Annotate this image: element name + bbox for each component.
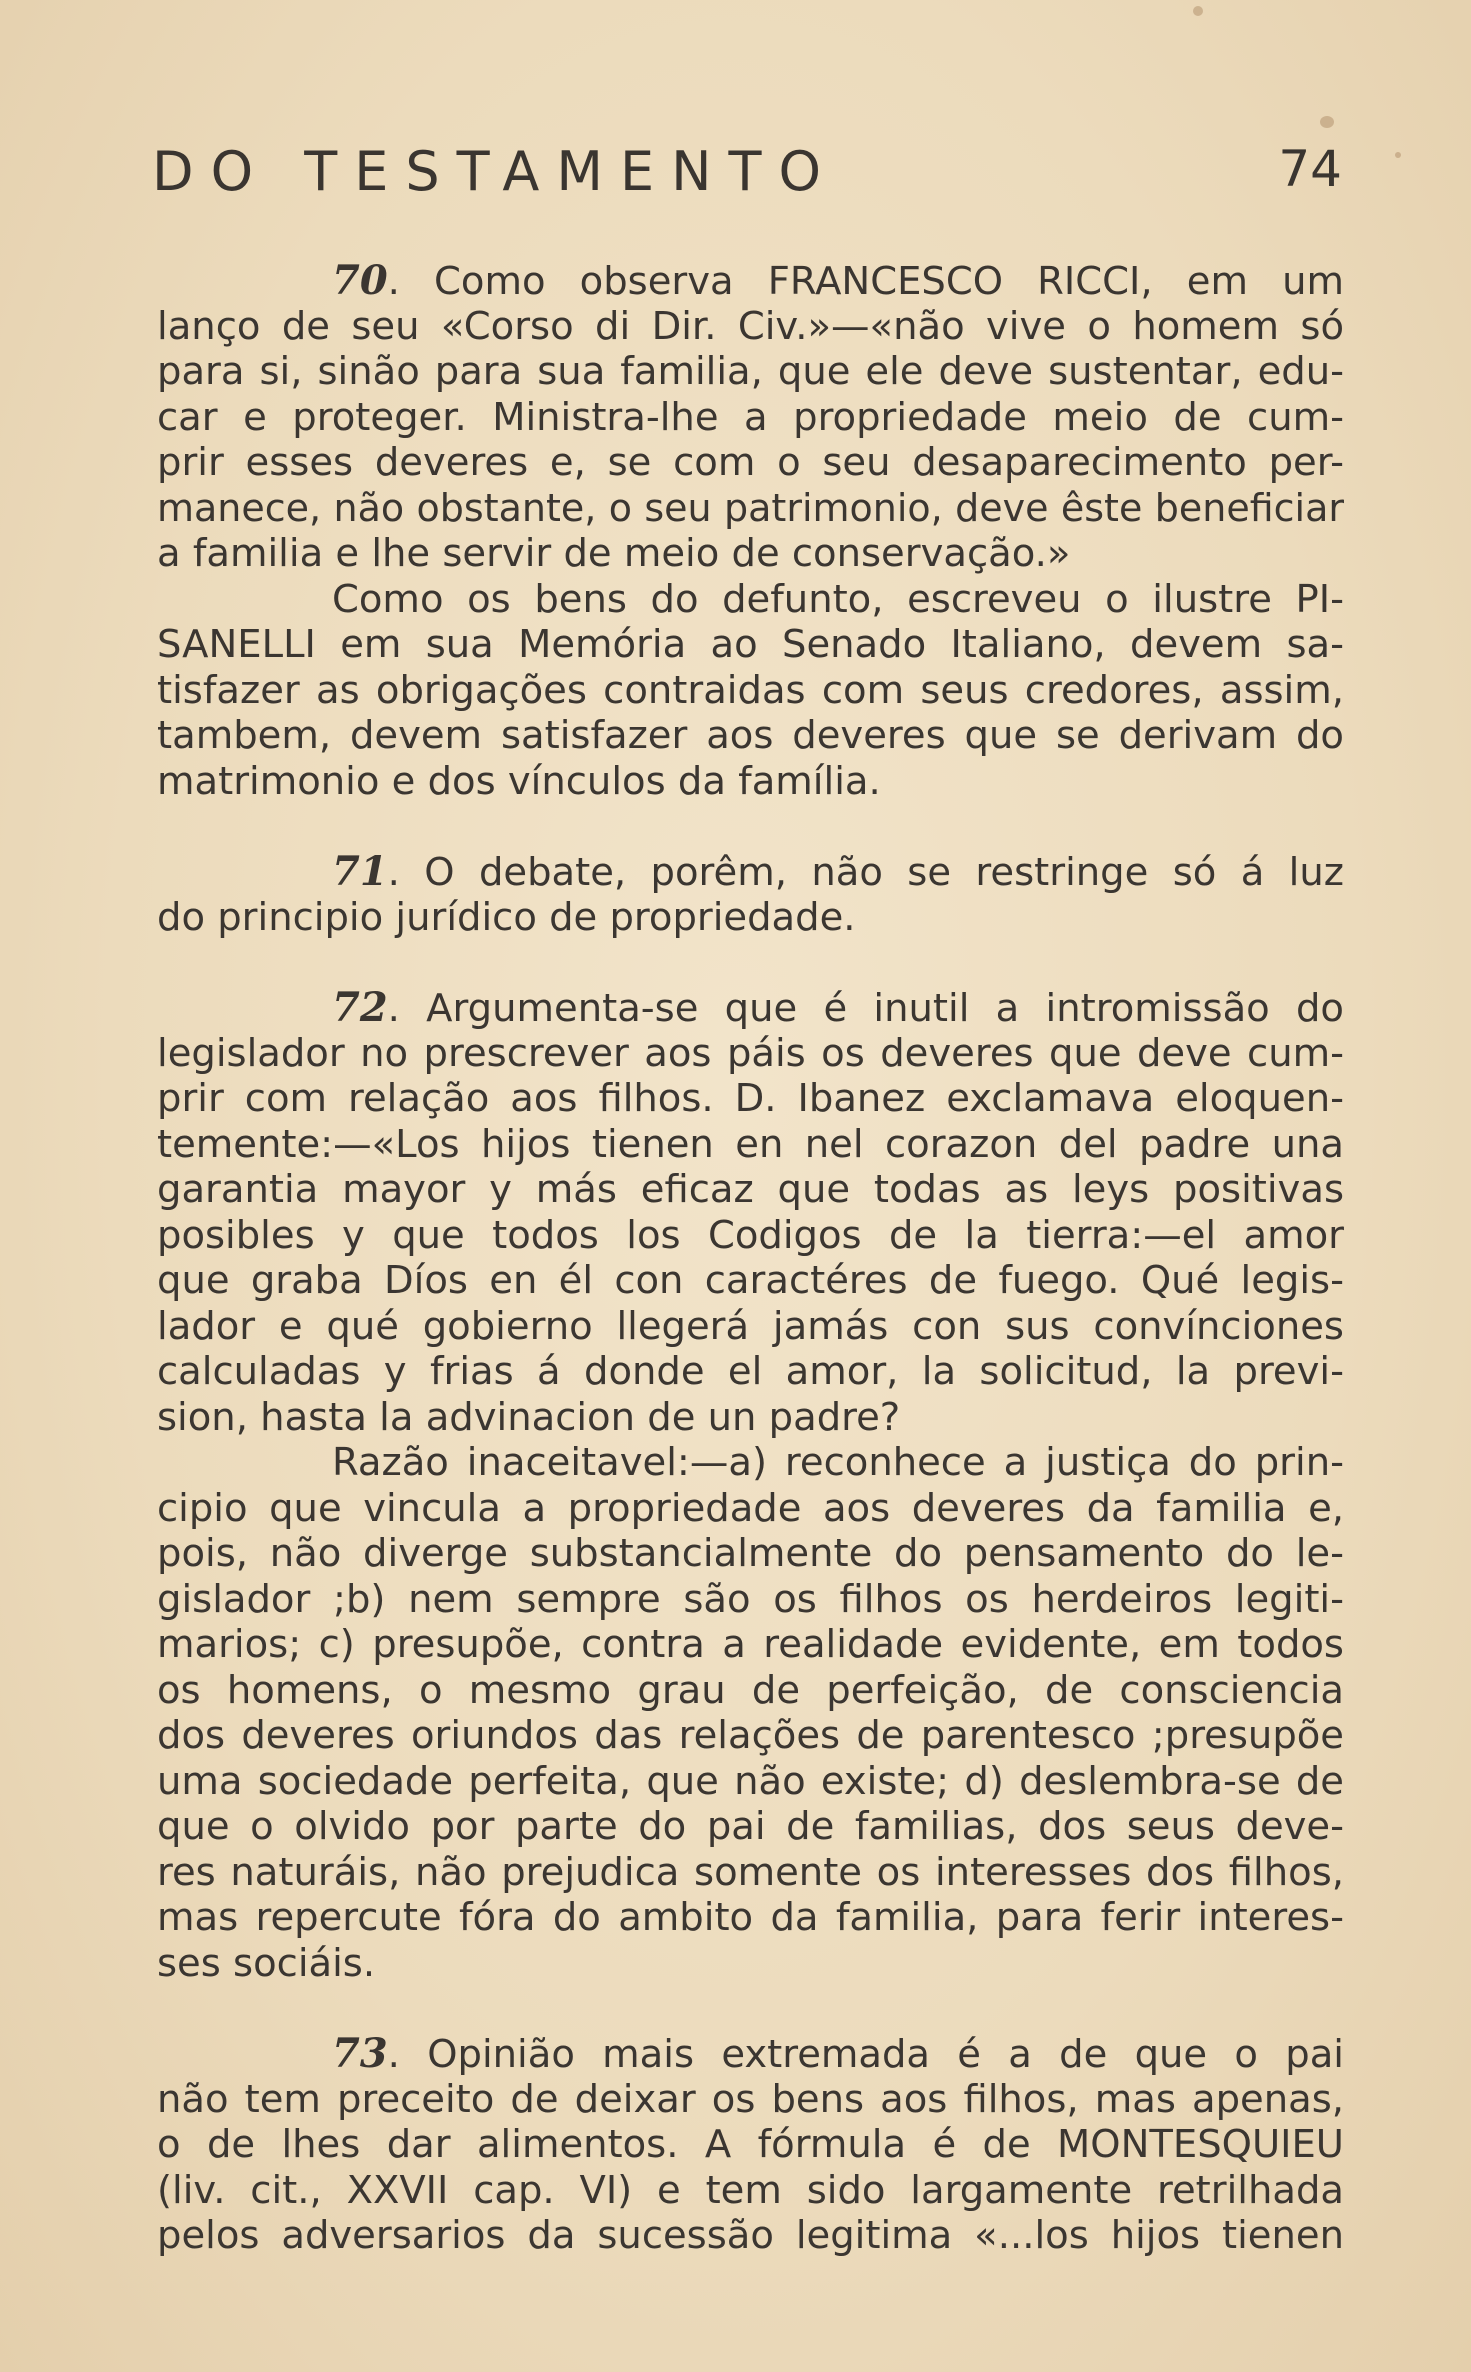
text-line: para si, sinão para sua familia, que ele deve sustentar, edu-	[157, 349, 1344, 394]
line-text: . Como observa FRANCESCO RICCI, em um	[387, 259, 1344, 304]
text-line: marios; c) presupõe, contra a realidade evidente, em todos	[157, 1622, 1344, 1667]
text-line: cipio que vincula a propriedade aos deveres da familia e,	[157, 1485, 1344, 1531]
text-line: legislador no prescrever aos páis os deveres que deve cum-	[157, 1030, 1344, 1076]
paragraph-number: 70	[332, 257, 388, 304]
text-line: o de lhes dar alimentos. A fórmula é de MONTESQUIEU	[157, 2122, 1344, 2167]
paragraph-number: 72	[332, 984, 388, 1031]
text-line	[157, 985, 1344, 1031]
text-line: garantia mayor y más eficaz que todas as leys positivas	[157, 1167, 1344, 1212]
page-number: 74	[1278, 140, 1342, 198]
text-line: que o olvido por parte do pai de familias, dos seus deve-	[157, 1804, 1344, 1849]
text-line: os homens, o mesmo grau de perfeição, de consciencia	[157, 1667, 1344, 1713]
text-line: Razão inaceitavel:—a) reconhece a justiça do prin-	[332, 1440, 1344, 1485]
page-body	[157, 258, 1344, 2259]
text-line: prir esses deveres e, se com o seu desaparecimento per-	[157, 440, 1344, 485]
text-line	[157, 2031, 1344, 2077]
text-line: res naturáis, não prejudica somente os interesses dos filhos,	[157, 1849, 1344, 1895]
text-line: (liv. cit., XXVII cap. VI) e tem sido largamente retrilhada	[157, 2167, 1344, 2213]
paragraph-73	[157, 2031, 1344, 2259]
paragraph-pisanelli	[157, 577, 1344, 805]
paragraph-number: 73	[332, 2030, 388, 2077]
text-line	[157, 258, 1344, 304]
page-header	[152, 140, 1342, 220]
paragraph-number: 71	[332, 848, 388, 895]
line-text: . Opinião mais extremada é a de que o pai	[387, 2032, 1344, 2077]
text-line: ses sociáis.	[157, 1940, 376, 1986]
text-line: sion, hasta la advinacion de un padre?	[157, 1394, 901, 1440]
text-line: que graba Díos en él con caractéres de fuego. Qué legis-	[157, 1258, 1344, 1303]
text-line: lador e qué gobierno llegerá jamás con sus convínciones	[157, 1303, 1344, 1349]
text-line: calculadas y frias á donde el amor, la solicitud, la previ-	[157, 1349, 1344, 1394]
text-line: a familia e lhe servir de meio de conservação.»	[157, 531, 1071, 576]
text-line: matrimonio e dos vínculos da família.	[157, 758, 881, 804]
text-line: pelos adversarios da sucessão legitima «...los hijos tienen	[157, 2213, 1344, 2258]
text-line: uma sociedade perfeita, que não existe; d) deslembra-se de	[157, 1758, 1344, 1804]
foxing-spot	[1193, 6, 1203, 16]
text-line: não tem preceito de deixar os bens aos filhos, mas apenas,	[157, 2076, 1344, 2122]
text-line: pois, não diverge substancialmente do pensamento do le-	[157, 1531, 1344, 1576]
text-line: car e proteger. Ministra-lhe a propriedade meio de cum-	[157, 394, 1344, 440]
text-line	[157, 849, 1344, 895]
text-line: temente:—«Los hijos tienen en nel corazon del padre una	[157, 1121, 1344, 1167]
text-line: mas repercute fóra do ambito da familia, para ferir interes-	[157, 1895, 1344, 1940]
line-text: . O debate, porêm, não se restringe só á luz	[387, 850, 1344, 895]
paragraph-razao	[157, 1440, 1344, 1986]
text-line: do principio jurídico de propriedade.	[157, 894, 856, 940]
paragraph-71	[157, 849, 1344, 940]
text-line: SANELLI em sua Memória ao Senado Italiano, devem sa-	[157, 622, 1344, 667]
foxing-spot	[1320, 116, 1334, 128]
text-line: lanço de seu «Corso di Dir. Civ.»—«não vive o homem só	[157, 303, 1344, 349]
text-line: gislador ;b) nem sempre são os filhos os herdeiros legiti-	[157, 1576, 1344, 1622]
text-line: tambem, devem satisfazer aos deveres que se derivam do	[157, 713, 1344, 758]
text-line: tisfazer as obrigações contraidas com seus credores, assim,	[157, 667, 1344, 713]
text-line: dos deveres oriundos das relações de parentesco ;presupõe	[157, 1713, 1344, 1758]
text-line: prir com relação aos filhos. D. Ibanez exclamava eloquen-	[157, 1076, 1344, 1121]
running-head: DO TESTAMENTO	[152, 140, 838, 203]
foxing-spot	[1395, 152, 1401, 158]
paragraph-70	[157, 258, 1344, 577]
paragraph-72	[157, 985, 1344, 1440]
text-line: Como os bens do defunto, escreveu o ilustre PI-	[332, 576, 1344, 622]
text-line: posibles y que todos los Codigos de la tierra:—el amor	[157, 1212, 1344, 1258]
line-text: . Argumenta-se que é inutil a intromissão do	[387, 986, 1344, 1031]
text-line: manece, não obstante, o seu patrimonio, deve êste beneficiar	[157, 485, 1344, 530]
